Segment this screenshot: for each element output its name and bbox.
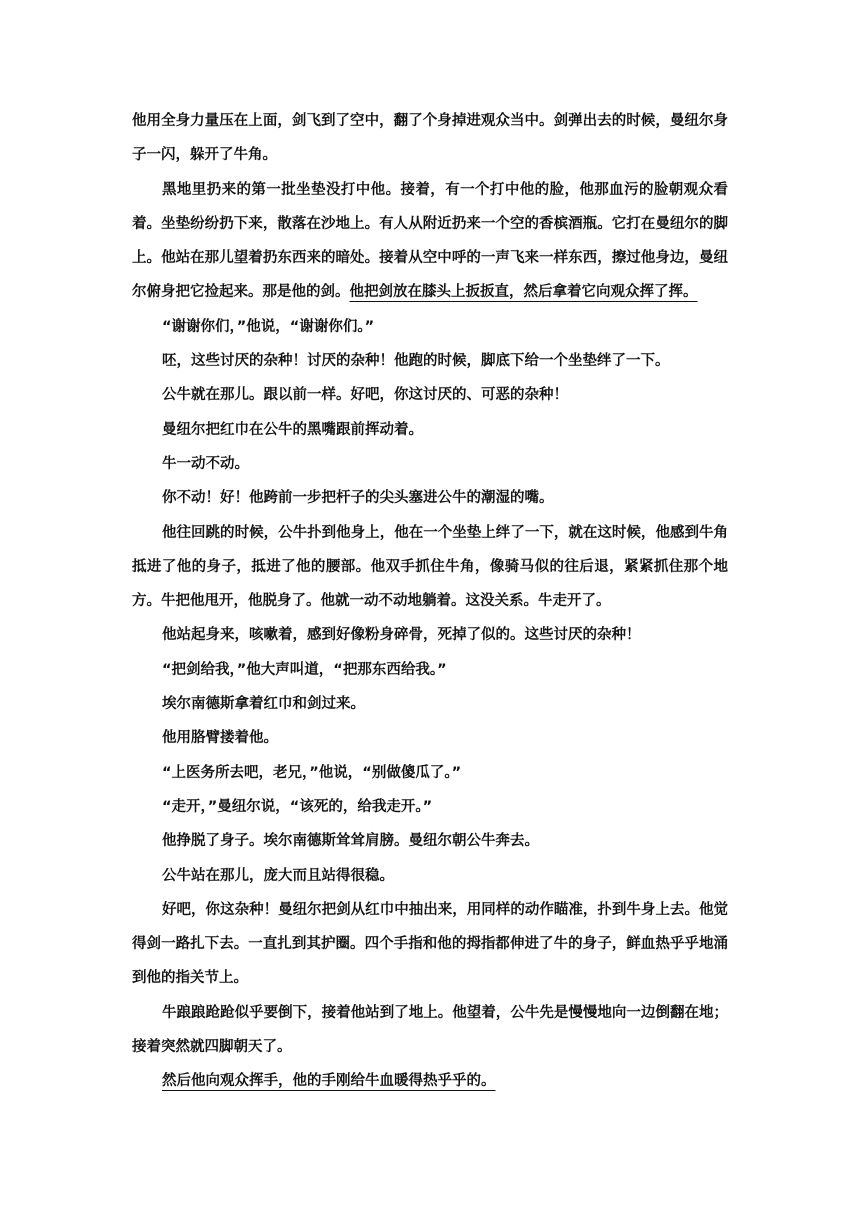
paragraph	[132, 893, 728, 996]
paragraph-text: 他用全身力量压在上面，剑飞到了空中，翻了个身掉进观众当中。剑弹出去的时候，曼纽尔身子一闪，躲开了牛角。	[132, 113, 728, 164]
paragraph	[132, 859, 728, 893]
paragraph	[132, 516, 728, 619]
paragraph-text: “把剑给我，”他大声叫道，“把那东西给我。”	[162, 661, 447, 678]
paragraph-text: 埃尔南德斯拿着红巾和剑过来。	[162, 696, 365, 713]
paragraph	[132, 413, 728, 447]
paragraph-text: 他站起身来，咳嗽着，感到好像粉身碎骨，死掉了似的。这些讨厌的杂种！	[162, 627, 641, 644]
paragraph	[132, 653, 728, 687]
paragraph-text: 牛踉踉跄跄似乎要倒下，接着他站到了地上。他望着，公牛先是慢慢地向一边倒翻在地；接着突然就四脚朝天了。	[132, 1004, 728, 1056]
paragraph-text: 他往回跳的时候，公牛扑到他身上，他在一个坐垫上绊了一下，就在这时候，他感到牛角抵进了他的身子，抵进了他的腰部。他双手抓住牛角，像骑马似的往后退，紧紧抓住那个地方。牛把他甩开，他脱身了。他就一动不动地躺着。这没关系。牛走开了。	[132, 524, 728, 610]
underlined-text: 然后他向观众挥手，他的手刚给牛血暖得热乎乎的。	[162, 1073, 496, 1090]
paragraph-text: 黑地里扔来的第一批坐垫没打中他。接着，有一个打中他的脸，他那血污的脸朝观众看着。坐垫纷纷扔下来，散落在沙地上。有人从附近扔来一个空的香槟酒瓶。它打在曼纽尔的脚上。他站在那儿望着扔东西来的暗处。接着从空中呼的一声飞来一样东西，擦过他身边，曼纽尔俯身把它捡起来。那是他的剑。	[132, 181, 728, 301]
paragraph	[132, 447, 728, 481]
paragraph	[132, 618, 728, 652]
paragraph	[132, 104, 728, 173]
paragraph-text: 呸，这些讨厌的杂种！讨厌的杂种！他跑的时候，脚底下给一个坐垫绊了一下。	[162, 353, 670, 370]
paragraph-text: 他挣脱了身子。埃尔南德斯耸耸肩膀。曼纽尔朝公牛奔去。	[162, 833, 539, 850]
paragraph	[132, 721, 728, 755]
paragraph	[132, 996, 728, 1065]
paragraph-text: 曼纽尔把红巾在公牛的黑嘴跟前挥动着。	[162, 421, 423, 438]
paragraph	[132, 378, 728, 412]
paragraph-text: 他用胳臂搂着他。	[162, 730, 278, 747]
paragraph	[132, 481, 728, 515]
paragraph	[132, 687, 728, 721]
paragraph	[132, 824, 728, 858]
paragraph-text: 好吧，你这杂种！曼纽尔把剑从红巾中抽出来，用同样的动作瞄准，扑到牛身上去。他觉得剑一路扎下去。一直扎到其护圈。四个手指和他的拇指都伸进了牛的身子，鲜血热乎乎地涌到他的指关节上。	[132, 901, 728, 987]
paragraph	[132, 173, 728, 310]
paragraph	[132, 1064, 728, 1098]
paragraph	[132, 310, 728, 344]
paragraph	[132, 790, 728, 824]
paragraph	[132, 756, 728, 790]
paragraph-text: 公牛就在那儿。跟以前一样。好吧，你这讨厌的、可恶的杂种！	[162, 387, 568, 404]
underlined-text: 他把剑放在膝头上扳扳直，然后拿着它向观众挥了挥。	[349, 284, 698, 301]
paragraph-text: 你不动！好！他跨前一步把杆子的尖头塞进公牛的潮湿的嘴。	[162, 490, 554, 507]
paragraph-text: 牛一动不动。	[162, 455, 249, 472]
paragraph-text: “上医务所去吧，老兄，”他说，“别做傻瓜了。”	[162, 764, 462, 781]
document-page	[132, 104, 728, 1099]
paragraph-text: “走开，”曼纽尔说，“该死的，给我走开。”	[162, 798, 433, 815]
paragraph	[132, 344, 728, 378]
paragraph-text: “谢谢你们，”他说，“谢谢你们。”	[162, 318, 375, 335]
paragraph-text: 公牛站在那儿，庞大而且站得很稳。	[162, 867, 394, 884]
